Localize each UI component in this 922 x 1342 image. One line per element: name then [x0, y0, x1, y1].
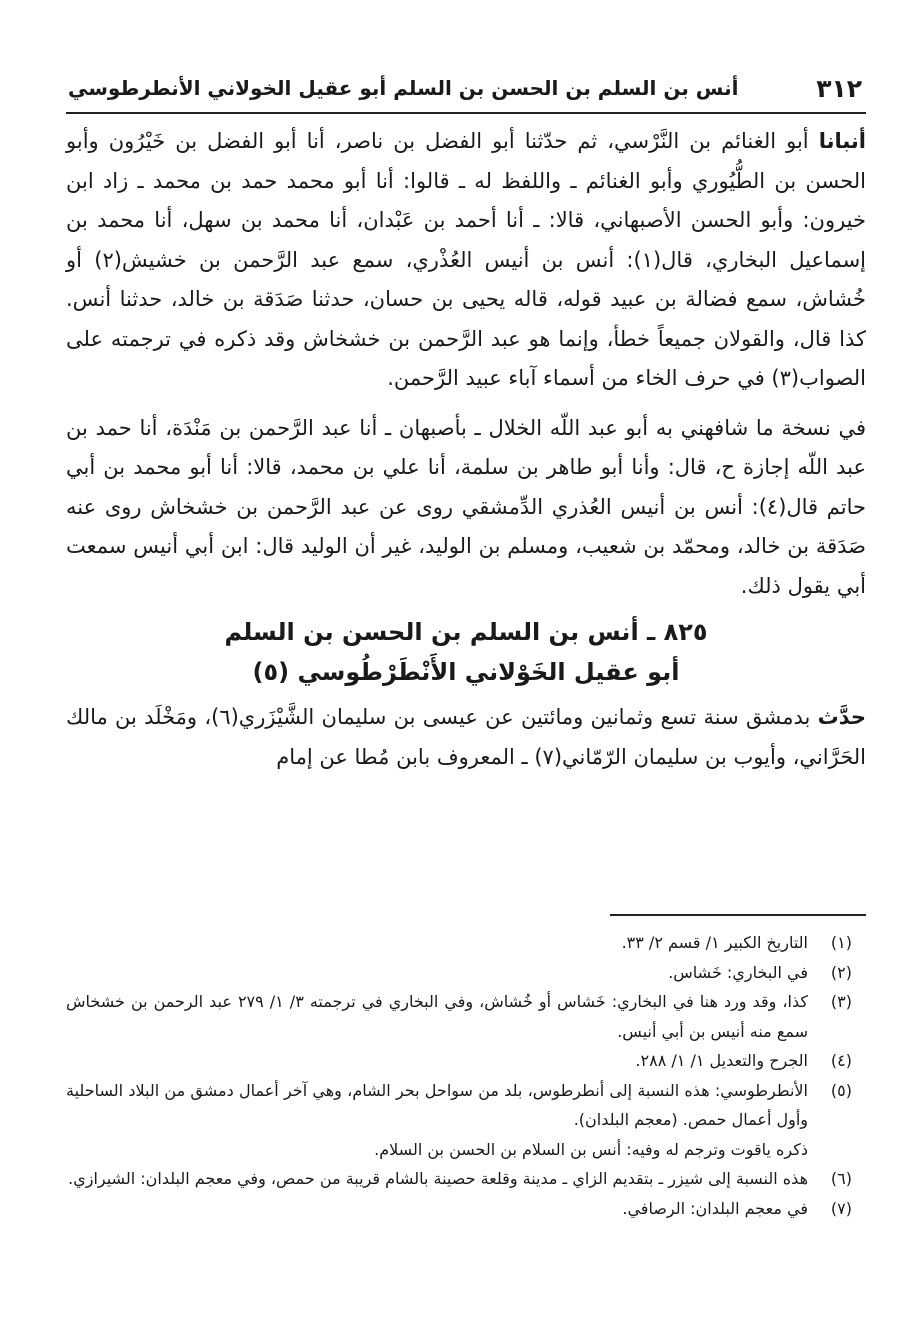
paragraph-3 [66, 698, 866, 777]
footnote-text: في البخاري: خَشاس. [668, 962, 808, 982]
footnote-number: (٧) [830, 1198, 852, 1218]
paragraph-text: بدمشق سنة تسع وثمانين ومائتين عن عيسى بن سليمان الشَّيْزَري(٦)، ومَخْلَد بن مالك الحَرَّاني، وأيوب بن سليمان الرّمّاني(٧) ـ المعروف بابن مُطا عن إمام [66, 705, 866, 769]
running-head: أنس بن السلم بن الحسن بن السلم أبو عقيل الخولاني الأنطرطوسي [68, 76, 739, 100]
footnote-number: (٥) [830, 1080, 852, 1100]
paragraph-lead-word: أنبانا [818, 129, 866, 153]
footnote-text: ذكره ياقوت وترجم له وفيه: أنس بن السلام بن الحسن بن السلام. [374, 1139, 808, 1159]
footnote-number [808, 1135, 866, 1165]
footnote-item [66, 958, 866, 988]
entry-heading [66, 612, 866, 692]
footnote-item [66, 1194, 866, 1224]
paragraph-text: في نسخة ما شافهني به أبو عبد اللّه الخلال ـ بأصبهان ـ أنا عبد الرَّحمن بن مَنْدَة، أنا حمد بن عبد اللّه إجازة ح، قال: وأنا أبو طاهر بن سلمة، أنا علي بن محمد، قالا: أنا أبو محمد بن أبي حاتم قال(٤): أنس بن أنيس العُذري الدِّمشقي روى عن عبد الرَّحمن بن خشخاش روى عنه صَدَقة بن خالد، ومحمّد بن شعيب، ومسلم بن الوليد، غير أن الوليد قال: ابن أبي أنيس سمعت أبي يقول ذلك. [66, 415, 867, 598]
footnote-text: كذا، وقد ورد هنا في البخاري: خَشاس أو خُشاش، وفي البخاري في ترجمته ٣/ ١/ ٢٧٩ عبد الرحمن بن خشخاش سمع منه أنيس بن أبي أنيس. [66, 992, 808, 1041]
footnote-number: (١) [830, 933, 852, 952]
footnote-item [66, 1164, 866, 1194]
footnote-item [66, 987, 866, 1046]
footnote-text: هذه النسبة إلى شيزر ـ بتقديم الزاي ـ مدينة وقلعة حصينة بالشام قريبة من حمص، وفي معجم البلدان: الشيرازي. [68, 1169, 808, 1188]
footnote-item [66, 1076, 866, 1135]
paragraph-2 [66, 409, 866, 607]
footnote-number: (٤) [830, 1051, 852, 1070]
footnote-number: (٣) [830, 992, 852, 1011]
footnote-item [66, 928, 866, 958]
footnote-continuation [66, 1135, 866, 1165]
paragraph-text: أبو الغنائم بن النَّرْسي، ثم حدّثنا أبو الفضل بن ناصر، أنا أبو الفضل بن خَيْرُون وأبو الحسن بن الطُّيُوري وأبو الغنائم ـ واللفظ له ـ قالوا: أنا أبو محمد حمد بن محمد ـ زاد ابن خيرون: وأبو الحسن الأصبهاني، قالا: ـ أنا أحمد بن عَبْدان، أنا محمد بن سهل، أنا محمد بن إسماعيل البخاري، قال(١): أنس بن أنيس العُذْري، سمع عبد الرَّحمن بن خشيش(٢) أو خُشاش، سمع فضالة بن عبيد قوله، قاله يحيى بن حسان، حدثنا صَدَقة بن خالد، حدثنا أنس. كذا قال، والقولان جميعاً خطأ، وإنما هو عبد الرَّحمن بن خشخاش وقد ذكره في ترجمته على الصواب(٣) في حرف الخاء من أسماء آباء عبيد الرَّحمن. [66, 129, 867, 390]
paragraph-lead-word: حدَّث [817, 705, 866, 729]
footnote-divider [610, 914, 866, 916]
entry-title-line-1: ٨٢٥ ـ أنس بن السلم بن الحسن بن السلم [224, 618, 708, 646]
footnote-text: في معجم البلدان: الرصافي. [622, 1198, 808, 1218]
footnote-text: الجرح والتعديل ١/ ١/ ٢٨٨. [635, 1051, 808, 1070]
page-header [66, 68, 866, 114]
main-text [66, 122, 866, 777]
page-number: ٣١٢ [816, 74, 862, 103]
footnote-number: (٢) [830, 962, 852, 982]
footnote-number: (٦) [830, 1169, 852, 1188]
footnote-text: التاريخ الكبير ١/ قسم ٢/ ٣٣. [621, 933, 808, 952]
entry-title-line-2: أبو عقيل الخَوْلاني الأَنْطَرْطُوسي (٥) [252, 658, 680, 686]
footnote-item [66, 1046, 866, 1076]
footnote-text: الأنطرطوسي: هذه النسبة إلى أنطرطوس، بلد من سواحل بحر الشام، وهي آخر أعمال دمشق من البلاد الساحلية وأول أعمال حمص. (معجم البلدان). [66, 1080, 808, 1129]
paragraph-1 [66, 122, 866, 399]
footnotes [66, 928, 866, 1223]
